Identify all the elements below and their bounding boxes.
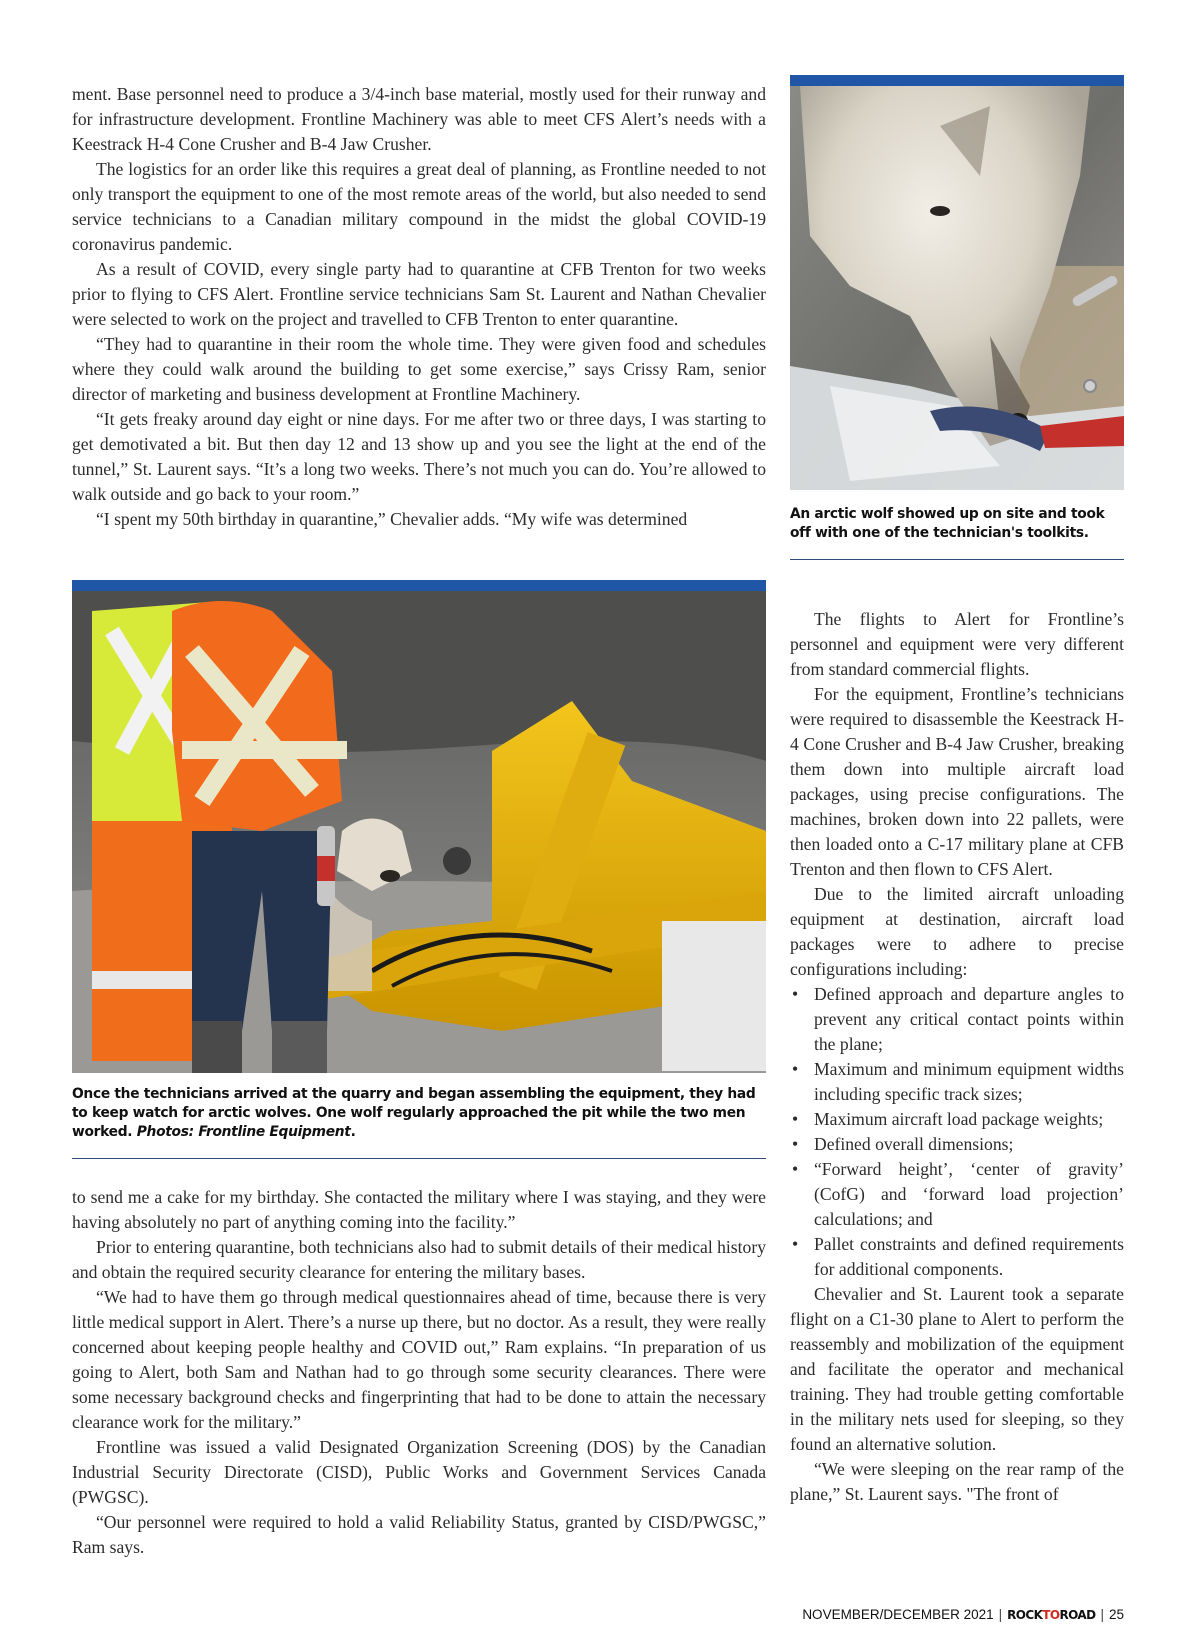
wolf-photo-caption: An arctic wolf showed up on site and took off with one of the technician's toolkits.: [790, 506, 1105, 541]
logo-to: TO: [1042, 1607, 1060, 1622]
article-paragraph: “Our personnel were required to hold a valid Reliability Status, granted by CISD/PWGSC,” Ram says.: [72, 1512, 766, 1557]
wolf-photo-illustration: [790, 86, 1124, 490]
photo-mid-bar: [72, 580, 766, 591]
page-footer: [802, 1607, 1124, 1622]
article-paragraph: “It gets freaky around day eight or nine days. For me after two or three days, I was starting to get demotivated a bit. But then day 12 and 13 show up and you see the light at the end of the tunnel,” St. Laurent says. “It’s a long two weeks. There’s not much you can do. You’re allowed to walk outside and go back to your room.”: [72, 409, 766, 504]
requirements-list: [790, 982, 1124, 1282]
article-paragraph: “We were sleeping on the rear ramp of the plane,” St. Laurent says. "The front of: [790, 1459, 1124, 1504]
article-paragraph: ment. Base personnel need to produce a 3/4-inch base material, mostly used for their runway and for infrastructure development. Frontline Machinery was able to meet CFS Alert’s needs with a Keestrack H-4 Cone Crusher and B-4 Jaw Crusher.: [72, 84, 766, 154]
list-item: • “Forward height’, ‘center of gravity’ (CofG) and ‘forward load projection’ calculations; and: [790, 1157, 1124, 1232]
wolf-photo: [790, 86, 1124, 490]
list-item: • Defined overall dimensions;: [790, 1132, 1124, 1157]
article-paragraph: The logistics for an order like this requires a great deal of planning, as Frontline needed to not only transport the equipment to one of the most remote areas of the world, but also needed to send service technicians to a Canadian military compound in the midst the global COVID-19 coronavirus pandemic.: [72, 159, 766, 254]
article-paragraph: “We had to have them go through medical questionnaires ahead of time, because there is very little medical support in Alert. There’s a nurse up there, but no doctor. As a result, they were really concerned about keeping people healthy and COVID out,” Ram explains. “In preparation of us going to Alert, both Sam and Nathan had to go through some security clearances. There were some necessary background checks and fingerprinting that had to be done to attain the necessary clearance work for the military.”: [72, 1287, 766, 1432]
list-item: • Defined approach and departure angles to prevent any critical contact points within the plane;: [790, 982, 1124, 1057]
issue-date: NOVEMBER/DECEMBER 2021: [802, 1607, 994, 1622]
quarry-caption-text: Once the technicians arrived at the quarry and began assembling the equipment, they had to keep watch for arctic wolves. One wolf regularly approached the pit while the two men worked.: [72, 1086, 756, 1140]
article-paragraph: Due to the limited aircraft unloading equipment at destination, aircraft load packages were to adhere to precise configurations including:: [790, 884, 1124, 979]
footer-separator: |: [1100, 1607, 1104, 1622]
caption-rule: [72, 1158, 766, 1159]
article-column-left-bottom: [72, 1185, 766, 1560]
caption-rule: [790, 559, 1124, 560]
list-item: • Pallet constraints and defined requirements for additional components.: [790, 1232, 1124, 1282]
article-paragraph: Prior to entering quarantine, both technicians also had to submit details of their medical history and obtain the required security clearance for entering the military bases.: [72, 1237, 766, 1282]
article-column-right: [790, 607, 1124, 1507]
article-paragraph: “They had to quarantine in their room the whole time. They were given food and schedules where they could walk around the building to get some exercise,” says Crissy Ram, senior director of marketing and business development at Frontline Machinery.: [72, 334, 766, 404]
photo-credit: Photos: Frontline Equipment: [136, 1124, 351, 1140]
article-paragraph: For the equipment, Frontline’s technicians were required to disassemble the Keestrack H-4 Cone Crusher and B-4 Jaw Crusher, breaking them down into multiple aircraft load packages, using precise configurations. The machines, broken down into 22 pallets, were then loaded onto a C-17 military plane at CFB Trenton and then flown to CFS Alert.: [790, 684, 1124, 879]
logo-road: ROAD: [1059, 1607, 1096, 1622]
article-paragraph: “I spent my 50th birthday in quarantine,” Chevalier adds. “My wife was determined: [96, 509, 688, 529]
article-column-left-top: [72, 82, 766, 532]
footer-separator: |: [998, 1607, 1003, 1622]
page-number: 25: [1108, 1607, 1124, 1622]
magazine-logo: [1007, 1608, 1095, 1622]
article-paragraph: Chevalier and St. Laurent took a separate flight on a C1-30 plane to Alert to perform the reassembly and mobilization of the equipment and facilitate the operator and mechanical training. They had trouble getting comfortable in the military nets used for sleeping, so they found an alternative solution.: [790, 1284, 1124, 1454]
quarry-photo-illustration: [72, 591, 766, 1073]
logo-rock: ROCK: [1007, 1607, 1043, 1622]
list-item: • Maximum and minimum equipment widths including specific track sizes;: [790, 1057, 1124, 1107]
article-paragraph: As a result of COVID, every single party had to quarantine at CFB Trenton for two weeks prior to flying to CFS Alert. Frontline service technicians Sam St. Laurent and Nathan Chevalier were selected to work on the project and travelled to CFB Trenton to enter quarantine.: [72, 259, 766, 329]
article-paragraph: Frontline was issued a valid Designated Organization Screening (DOS) by the Canadian Industrial Security Directorate (CISD), Public Works and Government Services Canada (PWGSC).: [72, 1437, 766, 1507]
quarry-photo-caption: Once the technicians arrived at the quarry and began assembling the equipment, they had to keep watch for arctic wolves. One wolf regularly approached the pit while the two men worked. Photos: Frontline Equipment.: [72, 1086, 756, 1140]
photo-top-bar: [790, 75, 1124, 86]
article-paragraph: The flights to Alert for Frontline’s personnel and equipment were very different from standard commercial flights.: [790, 609, 1124, 679]
article-paragraph: to send me a cake for my birthday. She contacted the military where I was staying, and they were having absolutely no part of anything coming into the facility.”: [72, 1187, 766, 1232]
list-item: • Maximum aircraft load package weights;: [790, 1107, 1124, 1132]
quarry-photo: [72, 591, 766, 1073]
